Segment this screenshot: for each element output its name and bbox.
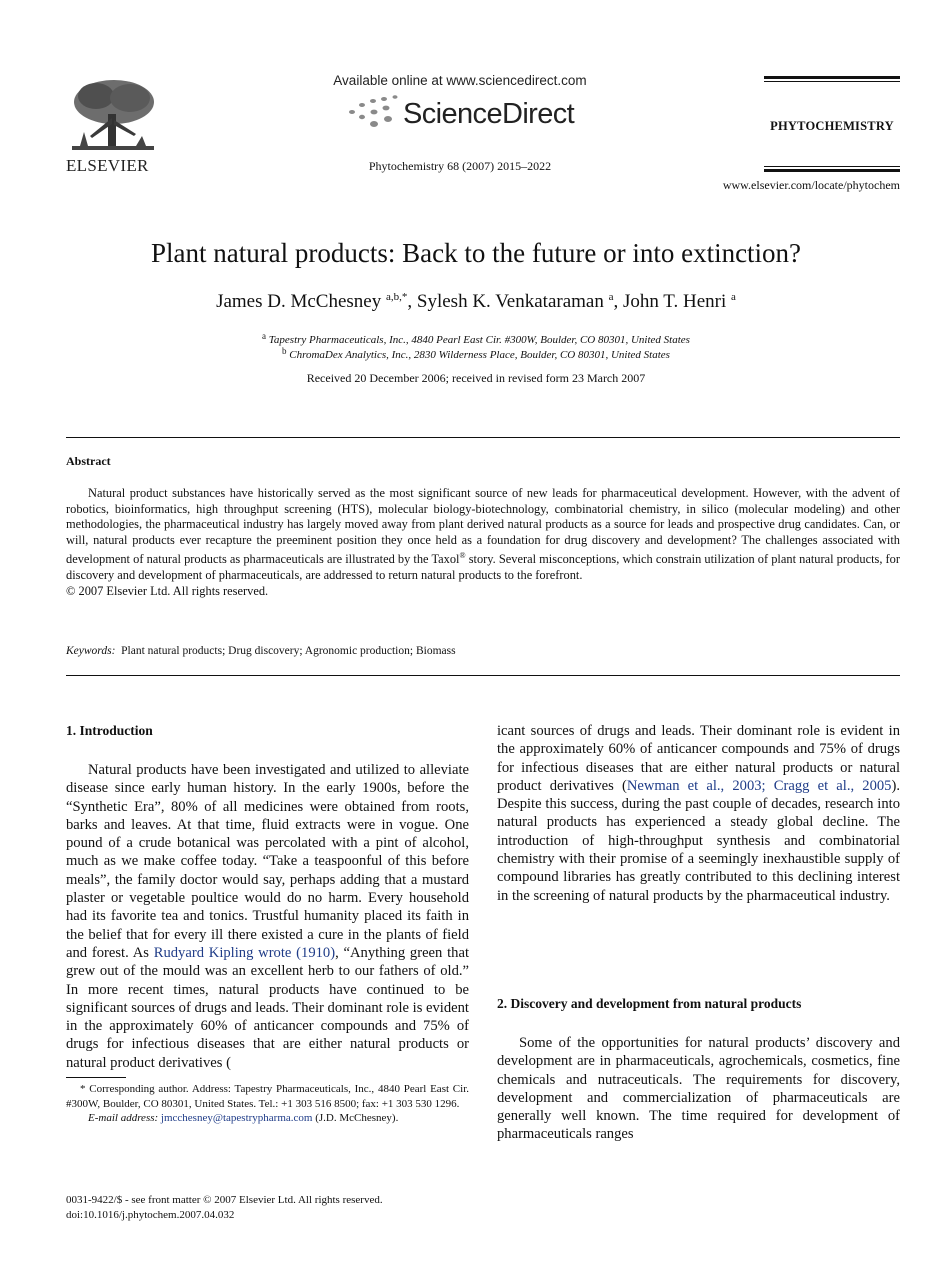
author-name: Sylesh K. Venkataraman — [416, 291, 604, 312]
sciencedirect-dots-icon — [340, 92, 404, 136]
abstract-body — [66, 486, 900, 599]
author-name: John T. Henri — [623, 291, 727, 312]
author-list: James D. McChesney $^{a,b,*}$, Sylesh K. Venkataraman $^a$, John T. Henri $^a$ — [216, 291, 736, 312]
footnote-text: Corresponding author. Address: Tapestry Pharmaceuticals, Inc., 4840 Pearl East Cir. #300W, Boulder, CO 80301, United States. Tel.: +1 303 516 8500; fax: +1 303 530 1296. — [66, 1083, 470, 1110]
discovery-text: Some of the opportunities for natural products’ discovery and development are in pharmaceuticals, agrochemicals, cosmetics, fine chemicals and nutraceuticals. The requirements for discovery, development and commercialization of pharmaceuticals are generally well known. The time required for development of pharmaceuticals ranges — [497, 1035, 900, 1143]
article-title: Plant natural products: Back to the future or into extinction? — [150, 238, 802, 268]
elsevier-logo — [66, 78, 160, 176]
registered-mark: ® — [459, 551, 466, 561]
abstract-bottom-rule — [66, 675, 900, 676]
received-dates: Received 20 December 2006; received in revised form 23 March 2007 — [306, 371, 646, 385]
intro-text-end: ). Despite this success, during the past couple of decades, research into natural products has experienced a steady global decline. The introduction of high-throughput synthesis and combinatorial chemistry with their promise of a seemingly inexhaustible supply of compound libraries has greatly contributed to this declining interest in the screening of natural products by the pharmaceutical industry. — [497, 777, 900, 904]
journal-citation: Phytochemistry 68 (2007) 2015–2022 — [368, 159, 552, 173]
citation-link-kipling[interactable]: Rudyard Kipling wrote (1910) — [153, 944, 336, 961]
abstract-text-cont: story. Several misconceptions, which constrain utilization of plant natural products, for discovery and development of pharmaceuticals, are addressed to return natural products to the forefront. — [66, 552, 901, 583]
section-heading-introduction: 1. Introduction — [66, 723, 153, 738]
footnote-rule — [66, 1077, 126, 1078]
journal-url-link[interactable]: www.elsevier.com/locate/phytochem — [722, 178, 900, 192]
elsevier-wordmark: ELSEVIER — [66, 156, 149, 175]
footnote-mark: * — [80, 1083, 86, 1095]
affiliation-a — [0, 331, 952, 346]
intro-text-cont: , “Anything green that grew out of the mould was an excellent herb to our fathers of old.” In more recent times, natural products have continued to be significant sources of drugs and leads. Their dominant role is evident in the approximately 60% of anticancer compounds and 75% of drugs for infectious diseases that are either natural products or natural product derivatives ( — [66, 944, 470, 1071]
abstract-text: Natural product substances have historically served as the most significant source of new leads for pharmaceutical development. However, with the advent of robotics, bioinformatics, high throughput screening (HTS), molecular biology-biotechnology, combinatorial chemistry, in silico (molecular modeling) and other methodologies, the pharmaceutical industry has largely moved away from plant derived natural products as a source for leads and prospective drug candidates. Can, or will, natural products ever recapture the preeminent position they once held as a foundation for drug discovery and development? The challenges associated with development of natural products as pharmaceuticals are illustrated by the Taxol — [66, 486, 900, 567]
citation-link-newman-cragg[interactable]: Newman et al., 2003; Cragg et al., 2005 — [626, 777, 892, 794]
email-link[interactable]: jmcchesney@tapestrypharma.com — [160, 1112, 313, 1124]
affiliation-mark: a — [262, 331, 267, 341]
doi-line: doi:10.1016/j.phytochem.2007.04.032 — [66, 1209, 235, 1221]
affiliation-text: Tapestry Pharmaceuticals, Inc., 4840 Pearl East Cir. #300W, Boulder, CO 80301, United States — [268, 334, 690, 346]
abstract-heading: Abstract — [66, 454, 111, 468]
affiliation-text: ChromaDex Analytics, Inc., 2830 Wilderness Place, Boulder, CO 80301, United States — [289, 349, 670, 361]
header-rule-bottom-thin — [764, 166, 900, 167]
issn-line: 0031-9422/$ - see front matter © 2007 Elsevier Ltd. All rights reserved. — [66, 1194, 383, 1206]
abstract-top-rule — [66, 437, 900, 438]
header-rule-bottom — [764, 169, 900, 172]
email-owner: (J.D. McChesney). — [315, 1112, 399, 1124]
keywords — [66, 645, 456, 657]
author-affiliation-mark[interactable]: a — [731, 291, 736, 303]
keywords-list: Plant natural products; Drug discovery; Agronomic production; Biomass — [121, 645, 456, 657]
discovery-paragraph — [497, 1034, 900, 1144]
author-affiliation-mark[interactable]: a,b,* — [386, 291, 408, 303]
affiliation-b — [0, 346, 952, 361]
corresponding-author-footnote — [66, 1082, 469, 1126]
abstract-copyright: © 2007 Elsevier Ltd. All rights reserved. — [66, 583, 269, 598]
page-footer — [66, 1193, 383, 1223]
header-rule-top — [764, 76, 900, 79]
sciencedirect-wordmark: ScienceDirect — [403, 98, 575, 130]
intro-text: Natural products have been investigated and utilized to alleviate disease since early human history. In the early 1900s, before the “Synthetic Era”, 80% of all medicines were obtained from roots, barks and leaves. At that time, fluid extracts were in vogue. One pound of a crude botanical was percolated with a pint of alcohol, much as we make coffee today. “Take a teaspoonful of this before meals”, the family doctor would say, perhaps adding that a mustard plaster or vegetable poultice would do no harm. Every household had its favorite tea and tonics. Trustful humanity placed its faith in the belief that for every ill there existed a cure in the plants of field and forest. As — [66, 762, 469, 961]
intro-paragraph-left — [66, 761, 470, 1071]
affiliation-mark: b — [282, 346, 287, 356]
keywords-label: Keywords: — [66, 645, 116, 657]
email-label: E-mail address: — [88, 1112, 159, 1124]
section-heading-discovery: 2. Discovery and development from natural products — [497, 996, 802, 1011]
intro-paragraph-right — [497, 722, 900, 953]
journal-name: PHYTOCHEMISTRY — [770, 119, 894, 133]
sciencedirect-logo — [340, 92, 600, 136]
intro-text-tail: icant sources of drugs and leads. Their dominant role is evident in the approximately 60% of anticancer compounds and 75% of drugs for infectious diseases that are either natural products or natural product derivatives ( — [497, 723, 900, 794]
intro-text-continued — [497, 722, 900, 905]
available-online-text: Available online at www.sciencedirect.com — [333, 73, 587, 88]
author-name: James D. McChesney — [216, 291, 382, 312]
header-rule-top-thin — [764, 81, 900, 82]
author-affiliation-mark[interactable]: a — [608, 291, 614, 303]
elsevier-tree-icon — [66, 78, 160, 156]
